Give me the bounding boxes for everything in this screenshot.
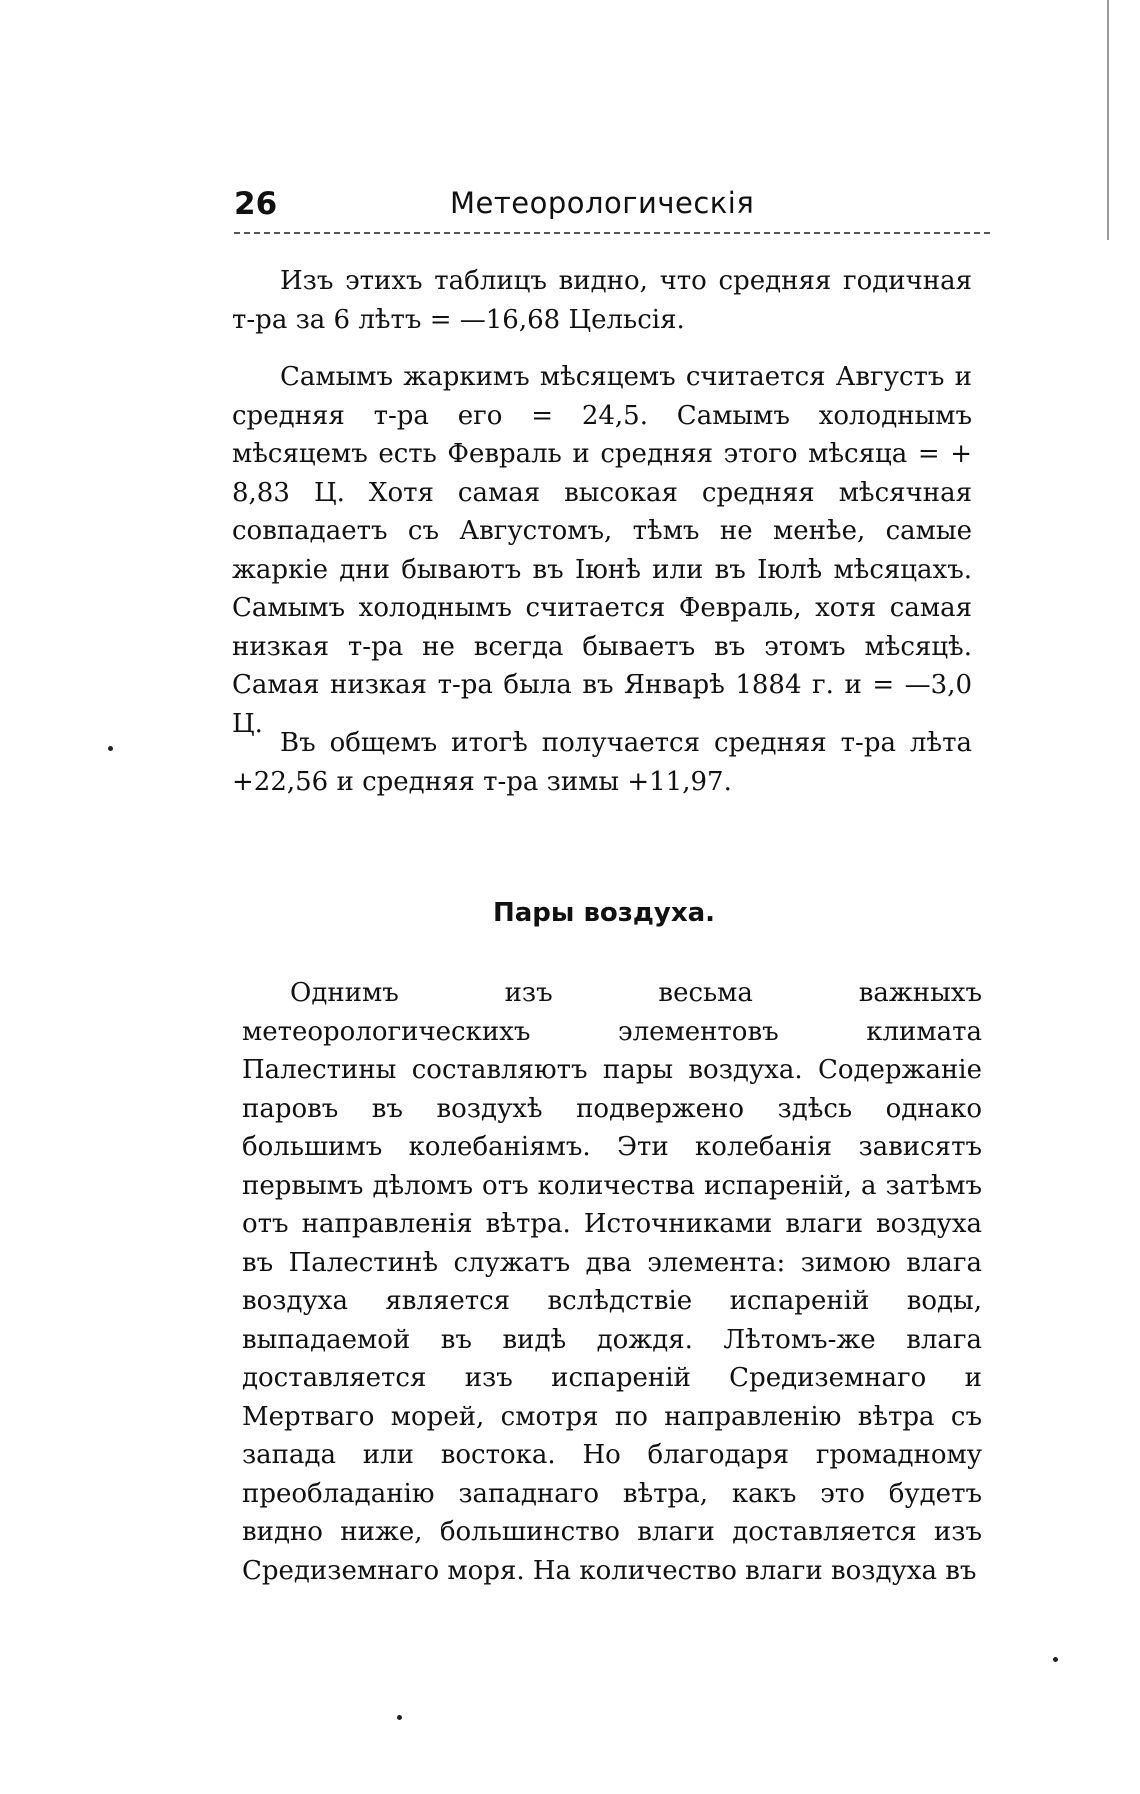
section-heading: Пары воздуха. <box>492 898 716 928</box>
header-rule <box>234 232 990 234</box>
page-header <box>234 186 990 230</box>
running-title: Метеорологическія <box>450 186 755 220</box>
paragraph-monthly-extremes: Самымъ жаркимъ мѣсяцемъ считается Августъ и средняя т-ра его = 24,5. Самымъ холоднымъ мѣсяцемъ есть Февраль и средняя этого мѣсяца = + 8,83 Ц. Хотя самая высокая средняя мѣсячная совпадаетъ съ Августомъ, тѣмъ не менѣе, самые жаркіе дни бываютъ въ Іюнѣ или въ Іюлѣ мѣсяцахъ. Самымъ холоднымъ считается Февраль, хотя самая низкая т-ра не всегда бываетъ въ этомъ мѣсяцѣ. Самая низкая т-ра была въ Январѣ 1884 г. и = —3,0 Ц. <box>232 362 972 739</box>
speck-mark <box>1053 1657 1058 1662</box>
page-number: 26 <box>234 186 278 222</box>
scan-edge-line <box>1107 0 1109 240</box>
paragraph-seasonal-means: Въ общемъ итогѣ получается средняя т-ра лѣта +22,56 и средняя т-ра зимы +11,97. <box>232 728 972 797</box>
paragraph-annual-mean: Изъ этихъ таблицъ видно, что средняя годичная т-ра за 6 лѣтъ = —16,68 Цельсія. <box>232 266 972 335</box>
speck-mark <box>108 746 113 751</box>
speck-mark <box>397 1715 402 1720</box>
paragraph-water-vapour: Однимъ изъ весьма важныхъ метеорологическихъ элементовъ климата Палестины составляютъ пары воздуха. Содержаніе паровъ въ воздухѣ подвержено здѣсь однако большимъ колебаніямъ. Эти колебанія зависятъ первымъ дѣломъ отъ количества испареній, а затѣмъ отъ направленія вѣтра. Источниками влаги воздуха въ Палестинѣ служатъ два элемента: зимою влага воздуха является вслѣдствіе испареній воды, выпадаемой въ видѣ дождя. Лѣтомъ-же влага доставляется изъ испареній Средиземнаго и Мертваго морей, смотря по направленію вѣтра съ запада или востока. Но благодаря громадному преобладанію западнаго вѣтра, какъ это будетъ видно ниже, большинство влаги доставляется изъ Средиземнаго моря. На количество влаги воздуха въ <box>242 978 982 1586</box>
